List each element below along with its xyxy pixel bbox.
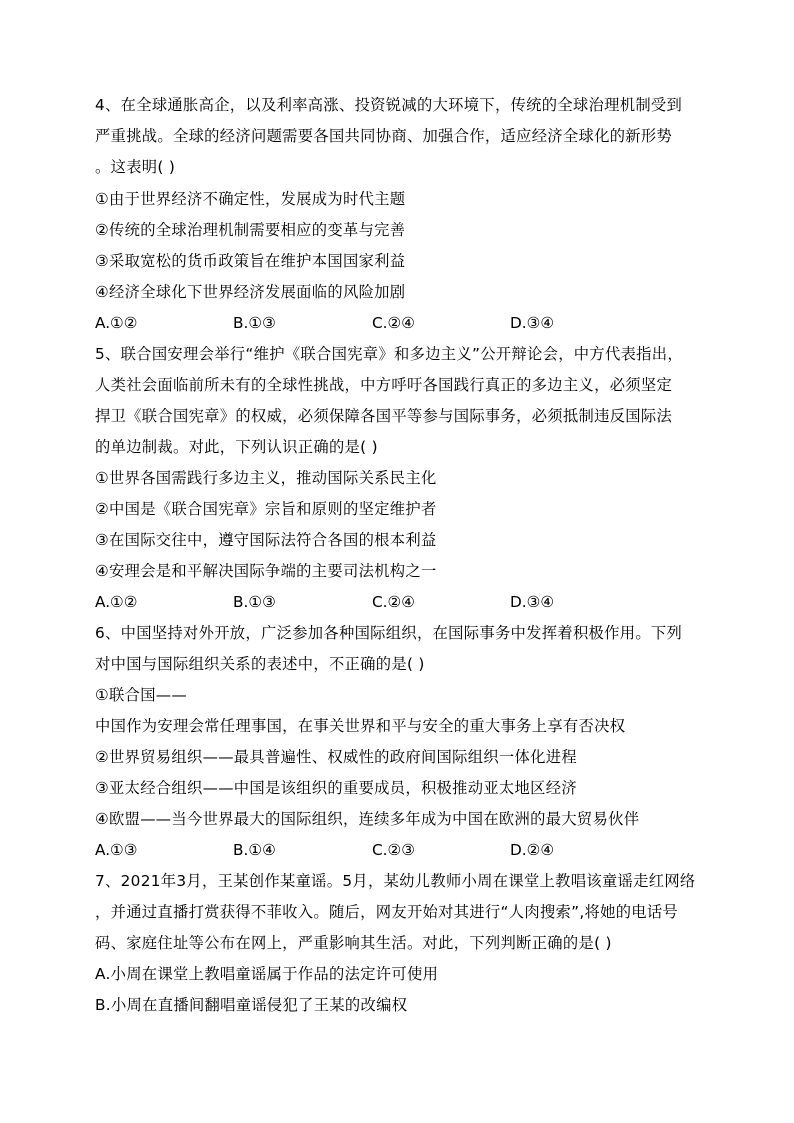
q4-option-b[interactable]: B.①③	[233, 314, 276, 332]
q5-item-4: ④安理会是和平解决国际争端的主要司法机构之一	[95, 562, 437, 580]
q6-option-b[interactable]: B.①④	[233, 841, 276, 859]
q5-item-2: ②中国是《联合国宪章》宗旨和原则的坚定维护者	[95, 500, 437, 518]
q7-stem-line-2: ，并通过直播打赏获得不菲收入。随后，网友开始对其进行“人肉搜索”,将她的电话号	[95, 903, 679, 921]
q4-stem-line-1: 4、在全球通胀高企，以及利率高涨、投资锐减的大环境下，传统的全球治理机制受到	[95, 96, 683, 114]
q7-option-b[interactable]: B.小周在直播间翻唱童谣侵犯了王某的改编权	[95, 996, 408, 1014]
q6-item-2: ②世界贸易组织——最具普遍性、权威性的政府间国际组织一体化进程	[95, 748, 577, 766]
q4-item-2: ②传统的全球治理机制需要相应的变革与完善	[95, 221, 406, 239]
q5-stem-line-4: 的单边制裁。对此，下列认识正确的是( )	[95, 438, 378, 456]
q6-option-a[interactable]: A.①③	[95, 841, 138, 859]
q5-option-c[interactable]: C.②④	[372, 593, 415, 611]
q5-item-3: ③在国际交往中，遵守国际法符合各国的根本利益	[95, 531, 437, 549]
q5-stem-line-3: 捍卫《联合国宪章》的权威，必须保障各国平等参与国际事务，必须抵制违反国际法	[95, 407, 673, 425]
q7-option-a[interactable]: A.小周在课堂上教唱童谣属于作品的法定许可使用	[95, 965, 439, 983]
q4-option-c[interactable]: C.②④	[372, 314, 415, 332]
q4-item-4: ④经济全球化下世界经济发展面临的风险加剧	[95, 283, 406, 301]
q5-option-d[interactable]: D.③④	[510, 593, 555, 611]
q7-stem-line-3: 码、家庭住址等公布在网上，严重影响其生活。对此，下列判断正确的是( )	[95, 934, 612, 952]
q6-item-3: ③亚太经合组织——中国是该组织的重要成员，积极推动亚太地区经济	[95, 779, 577, 797]
q6-option-d[interactable]: D.②④	[510, 841, 555, 859]
q5-stem-line-1: 5、联合国安理会举行“维护《联合国宪章》和多边主义”公开辩论会，中方代表指出，	[95, 345, 683, 363]
q4-item-3: ③采取宽松的货币政策旨在维护本国国家利益	[95, 252, 406, 270]
q5-item-1: ①世界各国需践行多边主义，推动国际关系民主化	[95, 469, 437, 487]
q4-option-a[interactable]: A.①②	[95, 314, 138, 332]
q5-option-a[interactable]: A.①②	[95, 593, 138, 611]
q4-option-d[interactable]: D.③④	[510, 314, 555, 332]
q6-stem-line-2: 对中国与国际组织关系的表述中，不正确的是( )	[95, 655, 425, 673]
q4-item-1: ①由于世界经济不确定性，发展成为时代主题	[95, 190, 406, 208]
q6-option-c[interactable]: C.②③	[372, 841, 415, 859]
q6-item-1: ①联合国——	[95, 686, 187, 704]
q7-stem-line-1: 7、2021年3月，王某创作某童谣。5月，某幼儿教师小周在课堂上教唱该童谣走红网络	[95, 872, 696, 890]
q5-stem-line-2: 人类社会面临前所未有的全球性挑战，中方呼吁各国践行真正的多边主义，必须坚定	[95, 376, 673, 394]
q4-stem-line-2: 严重挑战。全球的经济问题需要各国共同协商、加强合作，适应经济全球化的新形势	[95, 127, 673, 145]
q6-item-4: ④欧盟——当今世界最大的国际组织，连续多年成为中国在欧洲的最大贸易伙伴	[95, 810, 640, 828]
q5-option-b[interactable]: B.①③	[233, 593, 276, 611]
q6-item-1-continued: 中国作为安理会常任理事国，在事关世界和平与安全的重大事务上享有否决权	[95, 717, 626, 735]
q6-stem-line-1: 6、中国坚持对外开放，广泛参加各种国际组织，在国际事务中发挥着积极作用。下列	[95, 624, 683, 642]
q4-stem-line-3: 。这表明( )	[95, 158, 176, 176]
